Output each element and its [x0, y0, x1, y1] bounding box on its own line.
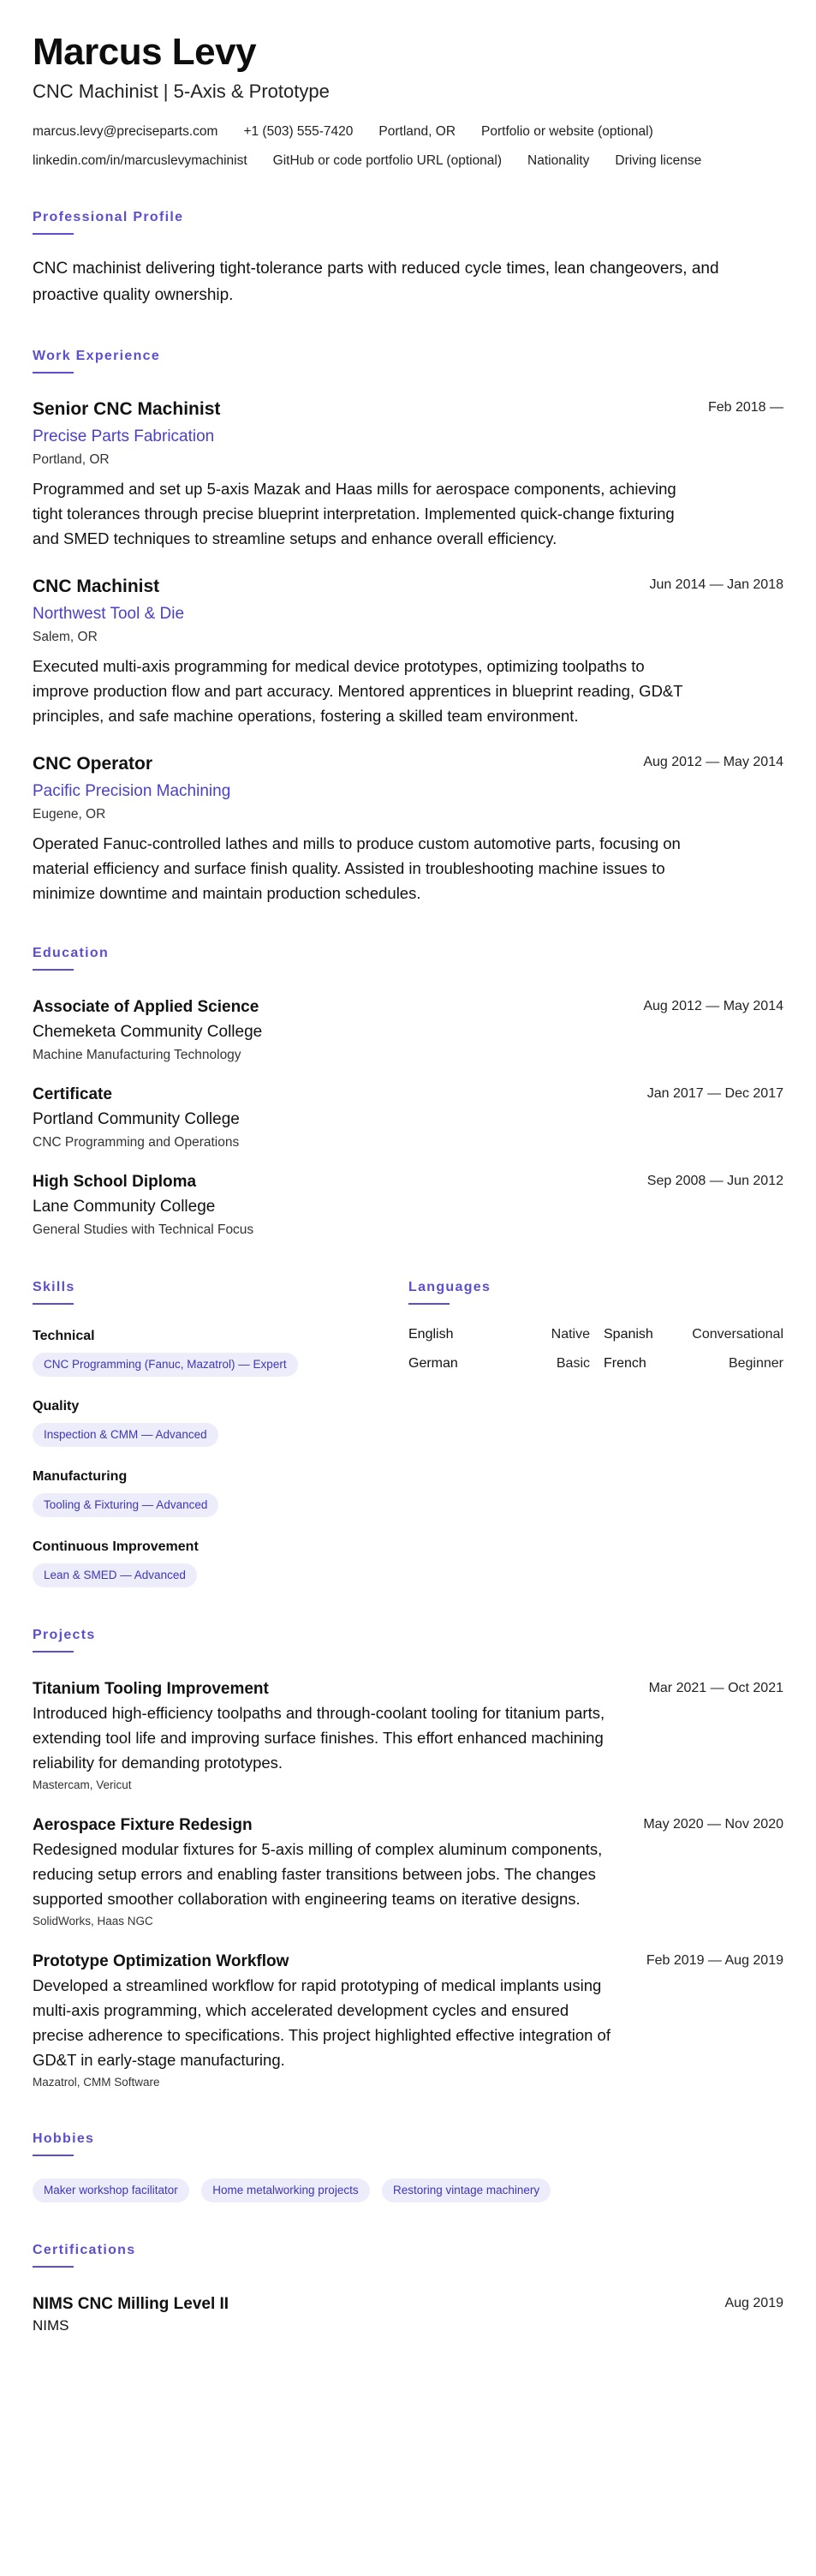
job-entry — [33, 397, 783, 551]
job-description: Operated Fanuc-controlled lathes and mills to produce custom automotive parts, focusing on material efficiency and surface finish quality. Assisted in troubleshooting machine issues to minimize downtime and maintain production schedules. — [33, 834, 681, 902]
skill-group-name: Technical — [33, 1329, 95, 1343]
project-date: Feb 2019 — Aug 2019 — [646, 1953, 783, 1968]
skill-pill: Tooling & Fixturing — Advanced — [33, 1493, 218, 1517]
education-degree: High School Diploma — [33, 1173, 197, 1191]
project-entry — [33, 1814, 783, 1930]
job-description: Executed multi-axis programming for medical device prototypes, optimizing toolpaths to improve production flow and part accuracy. Mentored apprentices in blueprint reading, GD&T principles, and safe machine operations, fostering a skilled team environment. — [33, 657, 683, 725]
portfolio-contact[interactable]: Portfolio or website (optional) — [481, 124, 653, 139]
resume-header — [33, 29, 783, 170]
skill-group — [33, 1538, 408, 1587]
skill-group-name: Quality — [33, 1399, 80, 1414]
job-entry — [33, 575, 783, 728]
education-field: CNC Programming and Operations — [33, 1135, 240, 1150]
job-company: Precise Parts Fabrication — [33, 427, 215, 445]
certification-name: NIMS CNC Milling Level II — [33, 2295, 229, 2313]
skill-group — [33, 1397, 408, 1447]
section-divider — [33, 2266, 74, 2268]
language-name: English — [408, 1327, 454, 1342]
project-entry — [33, 1678, 783, 1794]
section-title: Languages — [408, 1280, 491, 1294]
language-level: Beginner — [728, 1356, 783, 1371]
candidate-headline: CNC Machinist | 5-Axis & Prototype — [33, 81, 330, 102]
skill-pill: Lean & SMED — Advanced — [33, 1563, 197, 1587]
project-entry — [33, 1951, 783, 2091]
job-title: CNC Machinist — [33, 577, 160, 596]
candidate-name: Marcus Levy — [33, 31, 257, 73]
project-description: Introduced high-efficiency toolpaths and through-coolant tooling for titanium parts, extending tool life and improving surface finishes. This effort enhanced machining reliability for demanding prototypes. — [33, 1704, 605, 1772]
email-contact[interactable]: marcus.levy@preciseparts.com — [33, 124, 218, 139]
education-date: Aug 2012 — May 2014 — [643, 999, 783, 1013]
section-title: Education — [33, 946, 110, 960]
job-title: CNC Operator — [33, 754, 153, 774]
contact-list — [33, 123, 783, 170]
education-degree: Associate of Applied Science — [33, 998, 259, 1016]
nationality-contact: Nationality — [527, 153, 590, 168]
driving-license-contact: Driving license — [615, 153, 702, 168]
language-name: German — [408, 1356, 458, 1371]
project-tech: SolidWorks, Haas NGC — [33, 1915, 153, 1928]
job-company: Pacific Precision Machining — [33, 782, 231, 800]
section-divider — [33, 233, 74, 235]
hobby-pill: Home metalworking projects — [201, 2179, 369, 2202]
skill-group — [33, 1467, 408, 1517]
project-date: May 2020 — Nov 2020 — [643, 1817, 783, 1832]
job-location: Salem, OR — [33, 630, 98, 644]
job-entry — [33, 752, 783, 905]
language-level: Native — [551, 1327, 590, 1342]
project-tech: Mazatrol, CMM Software — [33, 2076, 160, 2089]
hobby-list — [33, 2179, 783, 2202]
education-date: Jan 2017 — Dec 2017 — [646, 1086, 783, 1101]
job-date: Jun 2014 — Jan 2018 — [649, 577, 783, 592]
section-divider — [33, 1303, 74, 1305]
project-tech: Mastercam, Vericut — [33, 1778, 132, 1791]
skill-group-name: Continuous Improvement — [33, 1539, 199, 1554]
job-description: Programmed and set up 5-axis Mazak and Haas mills for aerospace components, achieving tight tolerances through precise blueprint interpretation. Implemented quick-change fixturing and SMED techniques to streamline setups and enhance overall efficiency. — [33, 480, 676, 547]
project-description: Redesigned modular fixtures for 5-axis milling of complex aluminum components, reducing setup errors and enabling faster transitions between jobs. The changes supported smoother collaboration with engineering teams on iterative designs. — [33, 1840, 603, 1908]
languages-grid — [408, 1327, 783, 1372]
hobby-pill: Restoring vintage machinery — [382, 2179, 551, 2202]
certification-entry — [33, 2293, 783, 2336]
profile-text: CNC machinist delivering tight-tolerance parts with reduced cycle times, lean changeovers, and proactive quality ownership. — [33, 260, 719, 304]
education-entry — [33, 1084, 783, 1152]
education-section — [33, 945, 783, 1240]
language-name: French — [604, 1356, 646, 1371]
section-divider — [408, 1303, 450, 1305]
job-title: Senior CNC Machinist — [33, 399, 221, 419]
projects-section — [33, 1627, 783, 2091]
section-title: Certifications — [33, 2243, 136, 2257]
section-title: Projects — [33, 1628, 96, 1642]
education-school: Portland Community College — [33, 1110, 240, 1128]
project-name: Titanium Tooling Improvement — [33, 1680, 269, 1698]
project-description: Developed a streamlined workflow for rapid prototyping of medical implants using multi-axis programming, which accelerated development cycles and ensured precise adherence to specifications. This project highlighted effective integration of GD&T in early-stage manufacturing. — [33, 1976, 611, 2069]
certification-issuer: NIMS — [33, 2317, 69, 2334]
github-contact[interactable]: GitHub or code portfolio URL (optional) — [272, 153, 503, 168]
education-field: Machine Manufacturing Technology — [33, 1048, 241, 1062]
skills-languages-row — [33, 1279, 783, 1587]
job-date: Aug 2012 — May 2014 — [643, 755, 783, 769]
job-location: Eugene, OR — [33, 807, 106, 822]
hobbies-section — [33, 2131, 783, 2202]
section-title: Professional Profile — [33, 210, 184, 224]
experience-section — [33, 348, 783, 905]
profile-section — [33, 209, 783, 308]
education-school: Lane Community College — [33, 1198, 216, 1216]
language-level: Conversational — [692, 1327, 783, 1342]
section-title: Work Experience — [33, 349, 161, 363]
education-field: General Studies with Technical Focus — [33, 1222, 254, 1237]
skill-pill: CNC Programming (Fanuc, Mazatrol) — Expert — [33, 1353, 298, 1377]
linkedin-contact[interactable]: linkedin.com/in/marcuslevymachinist — [33, 153, 247, 168]
skill-group-name: Manufacturing — [33, 1469, 128, 1484]
section-divider — [33, 969, 74, 971]
education-date: Sep 2008 — Jun 2012 — [646, 1174, 783, 1188]
education-degree: Certificate — [33, 1085, 112, 1103]
education-entry — [33, 1171, 783, 1240]
skills-section — [33, 1279, 408, 1587]
certifications-section — [33, 2242, 783, 2336]
languages-section — [408, 1279, 783, 1587]
project-name: Aerospace Fixture Redesign — [33, 1816, 253, 1834]
section-title: Skills — [33, 1280, 75, 1294]
education-school: Chemeketa Community College — [33, 1023, 263, 1041]
skill-pill: Inspection & CMM — Advanced — [33, 1423, 218, 1447]
certification-date: Aug 2019 — [724, 2296, 783, 2310]
skill-group — [33, 1327, 408, 1377]
project-name: Prototype Optimization Workflow — [33, 1952, 289, 1970]
section-divider — [33, 1651, 74, 1653]
phone-contact[interactable]: +1 (503) 555-7420 — [243, 124, 354, 139]
language-level: Basic — [556, 1356, 590, 1371]
location-contact: Portland, OR — [378, 124, 456, 139]
section-divider — [33, 372, 74, 374]
project-date: Mar 2021 — Oct 2021 — [648, 1681, 783, 1695]
job-company: Northwest Tool & Die — [33, 605, 185, 623]
hobby-pill: Maker workshop facilitator — [33, 2179, 189, 2202]
section-divider — [33, 2155, 74, 2156]
section-title: Hobbies — [33, 2131, 95, 2146]
job-location: Portland, OR — [33, 452, 110, 467]
job-date: Feb 2018 — — [707, 400, 783, 415]
language-name: Spanish — [604, 1327, 653, 1342]
education-entry — [33, 996, 783, 1065]
